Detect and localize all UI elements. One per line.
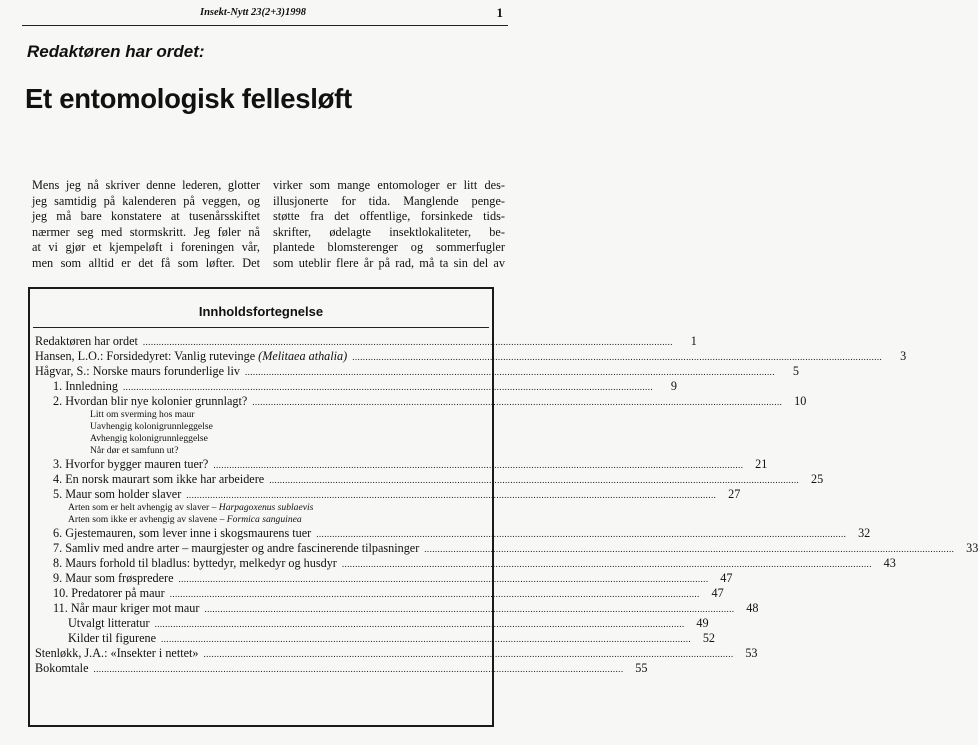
toc-entry-title: Utvalgt litteratur bbox=[68, 616, 150, 630]
header-divider bbox=[22, 25, 508, 26]
toc-entry bbox=[30, 421, 492, 433]
body-column-right bbox=[273, 178, 505, 271]
toc-page-number: 21 bbox=[755, 457, 768, 471]
toc-entry bbox=[30, 556, 896, 571]
body-line: men som alltid er det få som løfter. Det bbox=[32, 255, 260, 270]
toc-page-number: 32 bbox=[858, 526, 871, 540]
toc-entry bbox=[30, 616, 709, 631]
toc-entry bbox=[30, 601, 759, 616]
toc-leader-dots: ........................................................................................................................................................................................................ bbox=[352, 352, 883, 362]
toc-entry bbox=[30, 571, 733, 586]
toc-leader-dots: ........................................................................................................................................................................................................ bbox=[93, 664, 624, 674]
body-line: at vi gjør et kjempeløft i foreningen vår, bbox=[32, 240, 260, 254]
toc-leader-dots: ........................................................................................................................................................................................................ bbox=[154, 619, 685, 629]
toc-entry-title: 8. Maurs forhold til bladlus: byttedyr, melkedyr og husdyr bbox=[53, 556, 337, 570]
toc-page-number: 47 bbox=[720, 571, 733, 585]
toc-page-number: 9 bbox=[670, 379, 677, 393]
toc-page-number: 49 bbox=[696, 616, 709, 630]
toc-entry bbox=[30, 502, 492, 514]
toc-entry bbox=[30, 349, 907, 364]
toc-entry bbox=[30, 457, 768, 472]
toc-page-number: 47 bbox=[711, 586, 724, 600]
toc-heading: Innholdsfortegnelse bbox=[198, 304, 324, 319]
toc-entry-title: Arten som er helt avhengig av slaver – Harpagoxenus sublaevis bbox=[68, 502, 314, 513]
toc-entry-title: Bokomtale bbox=[35, 661, 89, 675]
toc-entry bbox=[30, 526, 871, 541]
body-line: jeg samtidig på kalenderen på veggen, og bbox=[32, 193, 260, 208]
toc-entry-title: Hansen, L.O.: Forsidedyret: Vanlig rutevinge (Melitaea athalia) bbox=[35, 349, 348, 363]
toc-page-number: 52 bbox=[702, 631, 715, 645]
toc-entry-title: 3. Hvorfor bygger mauren tuer? bbox=[53, 457, 209, 471]
toc-leader-dots: ........................................................................................................................................................................................................ bbox=[316, 529, 847, 539]
toc-leader-dots: ........................................................................................................................................................................................................ bbox=[204, 604, 735, 614]
toc-entry bbox=[30, 394, 807, 409]
journal-header: Insekt-Nytt 23(2+3)1998 bbox=[200, 7, 307, 18]
toc-entry-title: 9. Maur som frøspredere bbox=[53, 571, 174, 585]
toc-list bbox=[30, 334, 978, 676]
toc-entry bbox=[30, 661, 648, 676]
toc-entry-title: 5. Maur som holder slaver bbox=[53, 487, 182, 501]
toc-page-number: 10 bbox=[794, 394, 807, 408]
page-number: 1 bbox=[496, 5, 503, 20]
toc-entry bbox=[30, 541, 978, 556]
toc-entry bbox=[30, 379, 677, 394]
toc-entry-species: Harpagoxenus sublaevis bbox=[218, 502, 314, 513]
table-of-contents bbox=[28, 287, 978, 727]
toc-entry-title: Redaktøren har ordet bbox=[35, 334, 138, 348]
toc-page-number: 27 bbox=[728, 487, 741, 501]
toc-page-number: 25 bbox=[811, 472, 824, 486]
toc-divider bbox=[33, 327, 489, 328]
toc-entry bbox=[30, 445, 492, 457]
article-title: Et entomologisk fellesløft bbox=[25, 83, 352, 114]
body-line: som uteblir flere år på rad, må ta sin del av bbox=[273, 255, 505, 270]
toc-leader-dots: ........................................................................................................................................................................................................ bbox=[213, 460, 744, 470]
toc-leader-dots: ........................................................................................................................................................................................................ bbox=[341, 559, 872, 569]
toc-page-number: 3 bbox=[900, 349, 907, 363]
toc-leader-dots: ........................................................................................................................................................................................................ bbox=[244, 367, 775, 377]
toc-entry-title: Når dør et samfunn ut? bbox=[90, 445, 179, 456]
toc-page-number: 5 bbox=[792, 364, 799, 378]
toc-entry bbox=[30, 487, 741, 502]
toc-entry-title: 1. Innledning bbox=[53, 379, 118, 393]
toc-entry-title: Avhengig kolonigrunnleggelse bbox=[90, 433, 208, 444]
toc-entry-title: 10. Predatorer på maur bbox=[53, 586, 165, 600]
section-kicker: Redaktøren har ordet: bbox=[27, 42, 205, 61]
toc-entry-title: Litt om sverming hos maur bbox=[90, 409, 195, 420]
toc-entry-title: Kilder til figurene bbox=[68, 631, 156, 645]
toc-page-number: 53 bbox=[745, 646, 758, 660]
toc-entry-title: 4. En norsk maurart som ikke har arbeidere bbox=[53, 472, 265, 486]
toc-entry-title: Arten som ikke er avhengig av slavene – Formica sanguinea bbox=[68, 514, 302, 525]
body-line: skrifter, ødelagte insektlokaliteter, be- bbox=[273, 224, 505, 239]
toc-page-number: 33 bbox=[966, 541, 978, 555]
body-line: virker som mange entomologer er litt des- bbox=[273, 178, 505, 192]
toc-leader-dots: ........................................................................................................................................................................................................ bbox=[178, 574, 709, 584]
toc-leader-dots: ........................................................................................................................................................................................................ bbox=[161, 634, 691, 644]
toc-entry-title: 11. Når maur kriger mot maur bbox=[53, 601, 200, 615]
toc-page-number: 43 bbox=[883, 556, 896, 570]
toc-entry-species: Formica sanguinea bbox=[226, 514, 302, 525]
toc-entry bbox=[30, 646, 758, 661]
toc-entry bbox=[30, 433, 492, 445]
toc-leader-dots: ........................................................................................................................................................................................................ bbox=[123, 382, 653, 392]
body-line: nærmer seg med stormskritt. Jeg føler nå bbox=[32, 224, 260, 239]
toc-entry bbox=[30, 586, 724, 601]
toc-entry bbox=[30, 409, 492, 421]
toc-entry-title: 6. Gjestemauren, som lever inne i skogsmaurens tuer bbox=[53, 526, 312, 540]
body-line: Mens jeg nå skriver denne lederen, glotter bbox=[32, 178, 260, 192]
toc-page-number: 48 bbox=[746, 601, 759, 615]
toc-entry-species: (Melitaea athalia) bbox=[258, 349, 348, 363]
toc-entry bbox=[30, 514, 492, 526]
toc-entry-title: Hågvar, S.: Norske maurs forunderlige liv bbox=[35, 364, 240, 378]
body-line: jeg må bare konstatere at tusenårsskiftet bbox=[32, 209, 260, 223]
body-line: støtte fra det offentlige, forsinkede tids- bbox=[273, 209, 505, 223]
toc-leader-dots: ........................................................................................................................................................................................................ bbox=[169, 589, 700, 599]
toc-leader-dots: ........................................................................................................................................................................................................ bbox=[269, 475, 800, 485]
toc-leader-dots: ........................................................................................................................................................................................................ bbox=[424, 544, 955, 554]
toc-entry bbox=[30, 631, 715, 646]
toc-entry-title: 7. Samliv med andre arter – maurgjester og andre fascinerende tilpasninger bbox=[53, 541, 420, 555]
body-line: plantede blomsterenger og sommerfugler bbox=[273, 240, 505, 254]
toc-entry-title: Stenløkk, J.A.: «Insekter i nettet» bbox=[35, 646, 199, 660]
toc-leader-dots: ........................................................................................................................................................................................................ bbox=[186, 490, 717, 500]
toc-page-number: 55 bbox=[635, 661, 648, 675]
toc-entry bbox=[30, 364, 799, 379]
toc-page-number: 1 bbox=[690, 334, 697, 348]
toc-entry bbox=[30, 472, 824, 487]
toc-leader-dots: ........................................................................................................................................................................................................ bbox=[203, 649, 734, 659]
body-column-left bbox=[32, 178, 260, 271]
toc-leader-dots: ........................................................................................................................................................................................................ bbox=[252, 397, 783, 407]
body-line: illusjonerte for tida. Manglende penge- bbox=[273, 193, 505, 208]
toc-leader-dots: ........................................................................................................................................................................................................ bbox=[142, 337, 673, 347]
toc-entry-title: 2. Hvordan blir nye kolonier grunnlagt? bbox=[53, 394, 248, 408]
toc-entry-title: Uavhengig kolonigrunnleggelse bbox=[90, 421, 213, 432]
toc-entry bbox=[30, 334, 697, 349]
